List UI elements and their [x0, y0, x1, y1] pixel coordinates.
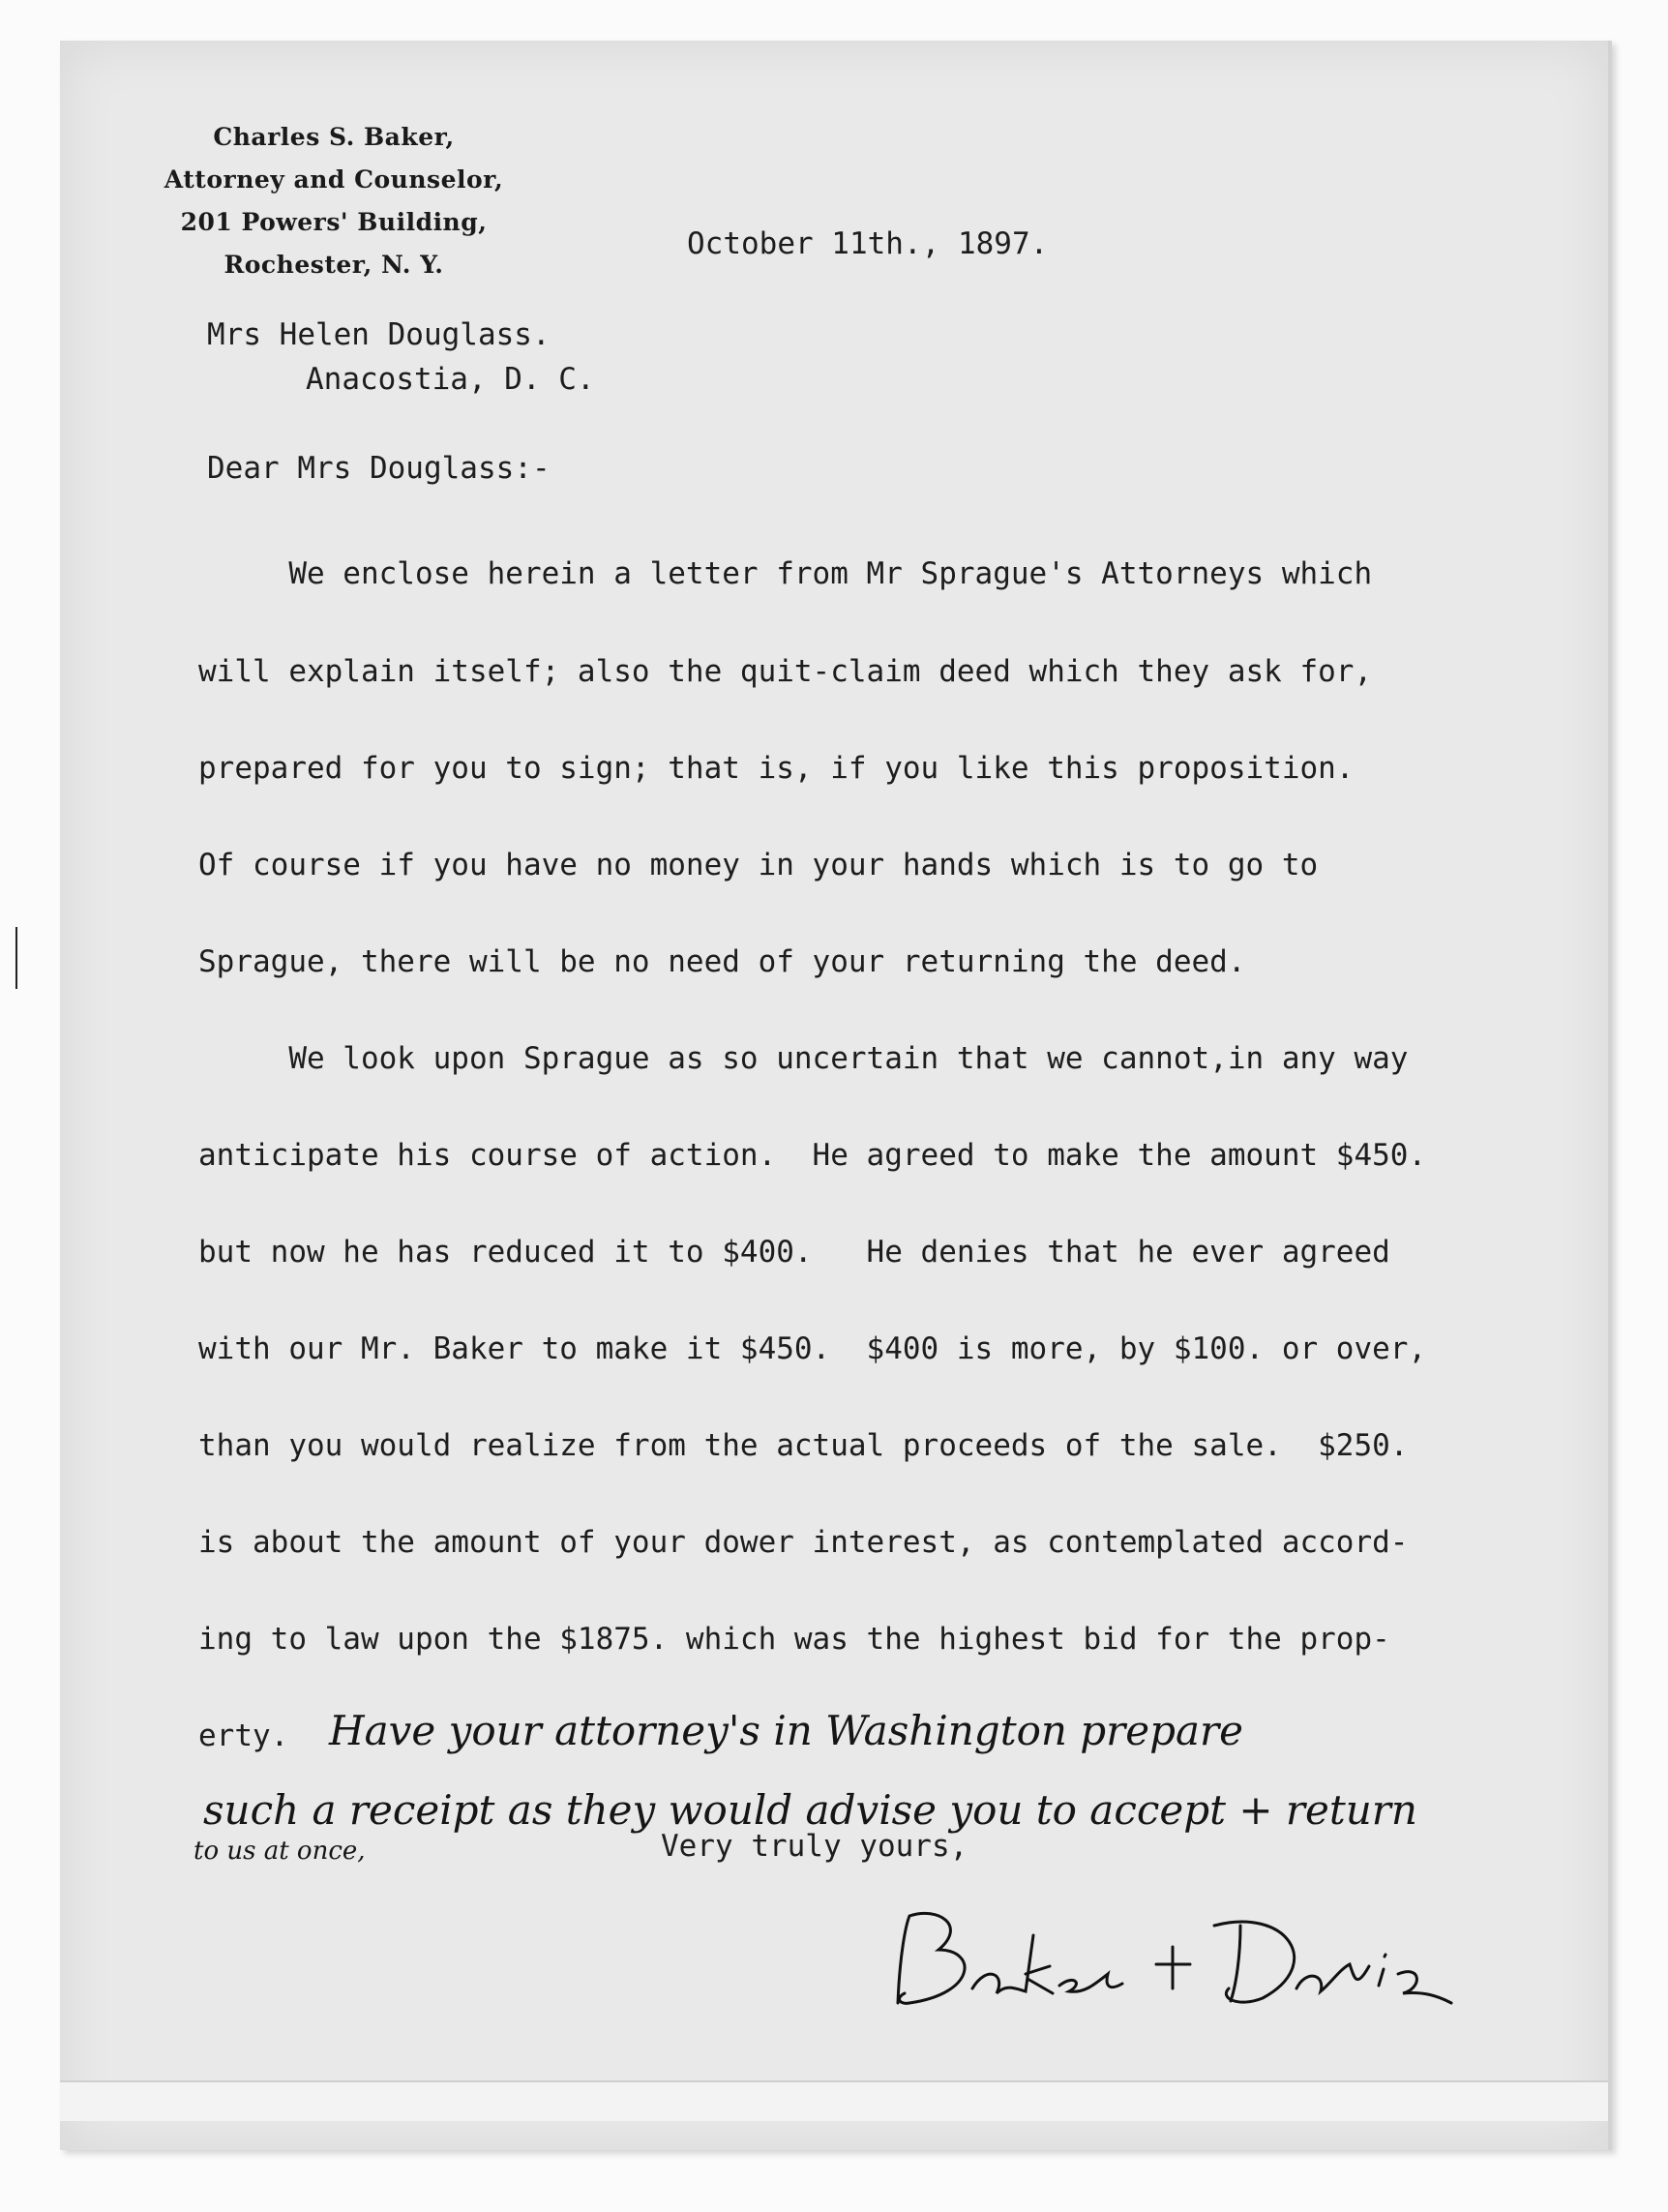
scan-edge-mark	[15, 927, 17, 989]
body-line: Sprague, there will be no need of your returning the deed.	[198, 944, 1246, 979]
body-line: erty.	[198, 1719, 289, 1753]
body-line: prepared for you to sign; that is, if you like this proposition.	[198, 751, 1355, 786]
handwritten-note-line-1: Have your attorney's in Washington prepare	[329, 1707, 1243, 1754]
body-line: but now he has reduced it to $400. He denies that he ever agreed	[198, 1235, 1390, 1270]
signature	[880, 1897, 1461, 2032]
body-line: is about the amount of your dower interest, as contemplated accord-	[198, 1525, 1409, 1560]
closing: Very truly yours,	[661, 1829, 968, 1864]
body-line: anticipate his course of action. He agreed to make the amount $450.	[198, 1138, 1427, 1173]
letterhead	[145, 116, 522, 286]
body-line: will explain itself; also the quit-claim deed which they ask for,	[198, 654, 1373, 689]
paper-bottom-edge	[60, 2080, 1608, 2121]
signature-text: Baker + Davis	[880, 1897, 886, 1898]
body-line: than you would realize from the actual proceeds of the sale. $250.	[198, 1428, 1409, 1463]
body-line: We look upon Sprague as so uncertain that we cannot,in any way	[198, 1041, 1409, 1076]
salutation: Dear Mrs Douglass:-	[207, 451, 551, 486]
letterhead-address: 201 Powers' Building,	[180, 208, 488, 236]
letterhead-city: Rochester, N. Y.	[223, 251, 444, 279]
recipient-location: Anacostia, D. C.	[306, 362, 595, 397]
body-line: ing to law upon the $1875. which was the highest bid for the prop-	[198, 1622, 1390, 1657]
body-line: Of course if you have no money in your hands which is to go to	[198, 848, 1319, 882]
letterhead-title: Attorney and Counselor,	[164, 165, 504, 194]
body-line: We enclose herein a letter from Mr Sprague's Attorneys which	[198, 556, 1373, 591]
handwritten-note-line-3: to us at once,	[194, 1837, 366, 1866]
recipient-name: Mrs Helen Douglass.	[207, 317, 551, 352]
letter-date: October 11th., 1897.	[687, 226, 1049, 261]
letterhead-name: Charles S. Baker,	[213, 123, 455, 151]
body-line: with our Mr. Baker to make it $450. $400 is more, by $100. or over,	[198, 1331, 1427, 1366]
handwritten-note-line-2: such a receipt as they would advise you to accept + return	[203, 1786, 1417, 1834]
